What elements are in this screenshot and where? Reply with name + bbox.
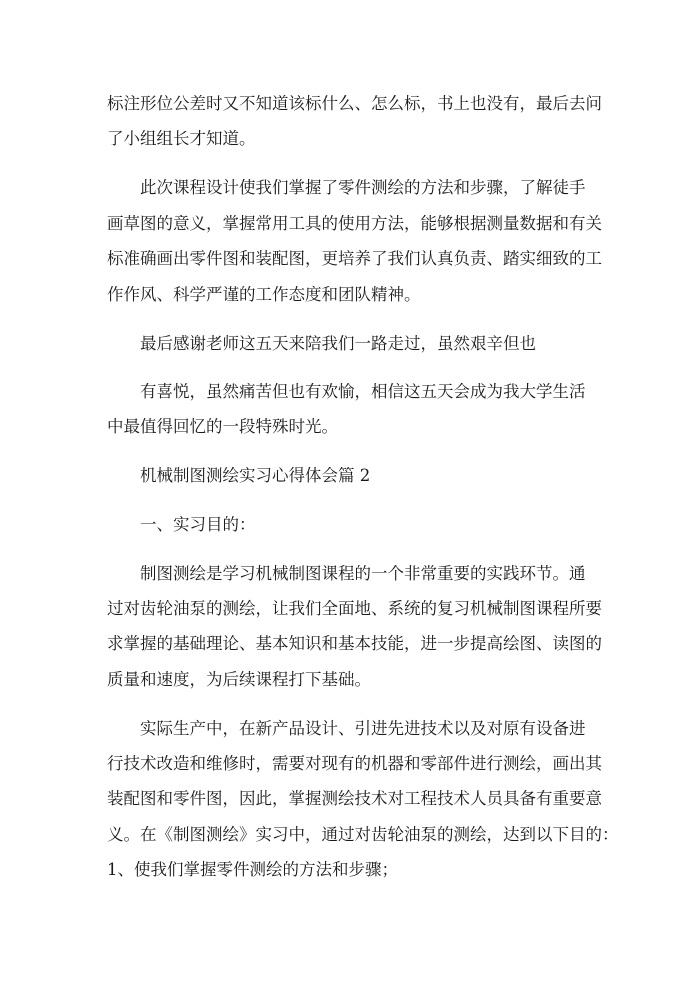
paragraph-6-line-2: 行技术改造和维修时，需要对现有的机器和零部件进行测绘，画出其 <box>107 754 602 773</box>
paragraph-5-line-4: 质量和速度，为后续课程打下基础。 <box>107 670 371 689</box>
paragraph-4-line-1: 有喜悦，虽然痛苦但也有欢愉，相信这五天会成为我大学生活 <box>140 382 586 401</box>
paragraph-6-line-3: 装配图和零件图，因此，掌握测绘技术对工程技术人员具备有重要意 <box>107 789 602 808</box>
paragraph-4-line-2: 中最值得回忆的一段特殊时光。 <box>107 417 338 436</box>
paragraph-2-line-2: 画草图的意义，掌握常用工具的使用方法，能够根据测量数据和有关 <box>107 214 602 233</box>
paragraph-5-line-2: 过对齿轮油泵的测绘，让我们全面地、系统的复习机械制图课程所要 <box>107 599 602 618</box>
paragraph-3-line-1: 最后感谢老师这五天来陪我们一路走过，虽然艰辛但也 <box>140 334 536 353</box>
paragraph-2-line-4: 作作风、科学严谨的工作态度和团队精神。 <box>107 285 421 304</box>
section-title: 机械制图测绘实习心得体会篇 2 <box>140 466 371 485</box>
paragraph-5-line-3: 求掌握的基础理论、基本知识和基本技能，进一步提高绘图、读图的 <box>107 634 602 653</box>
paragraph-2-line-1: 此次课程设计使我们掌握了零件测绘的方法和步骤，了解徒手 <box>140 178 586 197</box>
paragraph-6-line-4: 义。在《制图测绘》实习中，通过对齿轮油泵的测绘，达到以下目的： <box>107 825 619 844</box>
paragraph-1-line-2: 了小组组长才知道。 <box>107 129 256 148</box>
paragraph-1-line-1: 标注形位公差时又不知道该标什么、怎么标，书上也没有，最后去问 <box>107 94 602 113</box>
paragraph-5-line-1: 制图测绘是学习机械制图课程的一个非常重要的实践环节。通 <box>140 564 586 583</box>
subsection-title: 一、实习目的： <box>140 515 256 534</box>
paragraph-2-line-3: 标准确画出零件图和装配图，更培养了我们认真负责、踏实细致的工 <box>107 249 602 268</box>
list-item-1: 1、使我们掌握零件测绘的方法和步骤； <box>107 860 398 879</box>
paragraph-6-line-1: 实际生产中，在新产品设计、引进先进技术以及对原有设备进 <box>140 719 586 738</box>
